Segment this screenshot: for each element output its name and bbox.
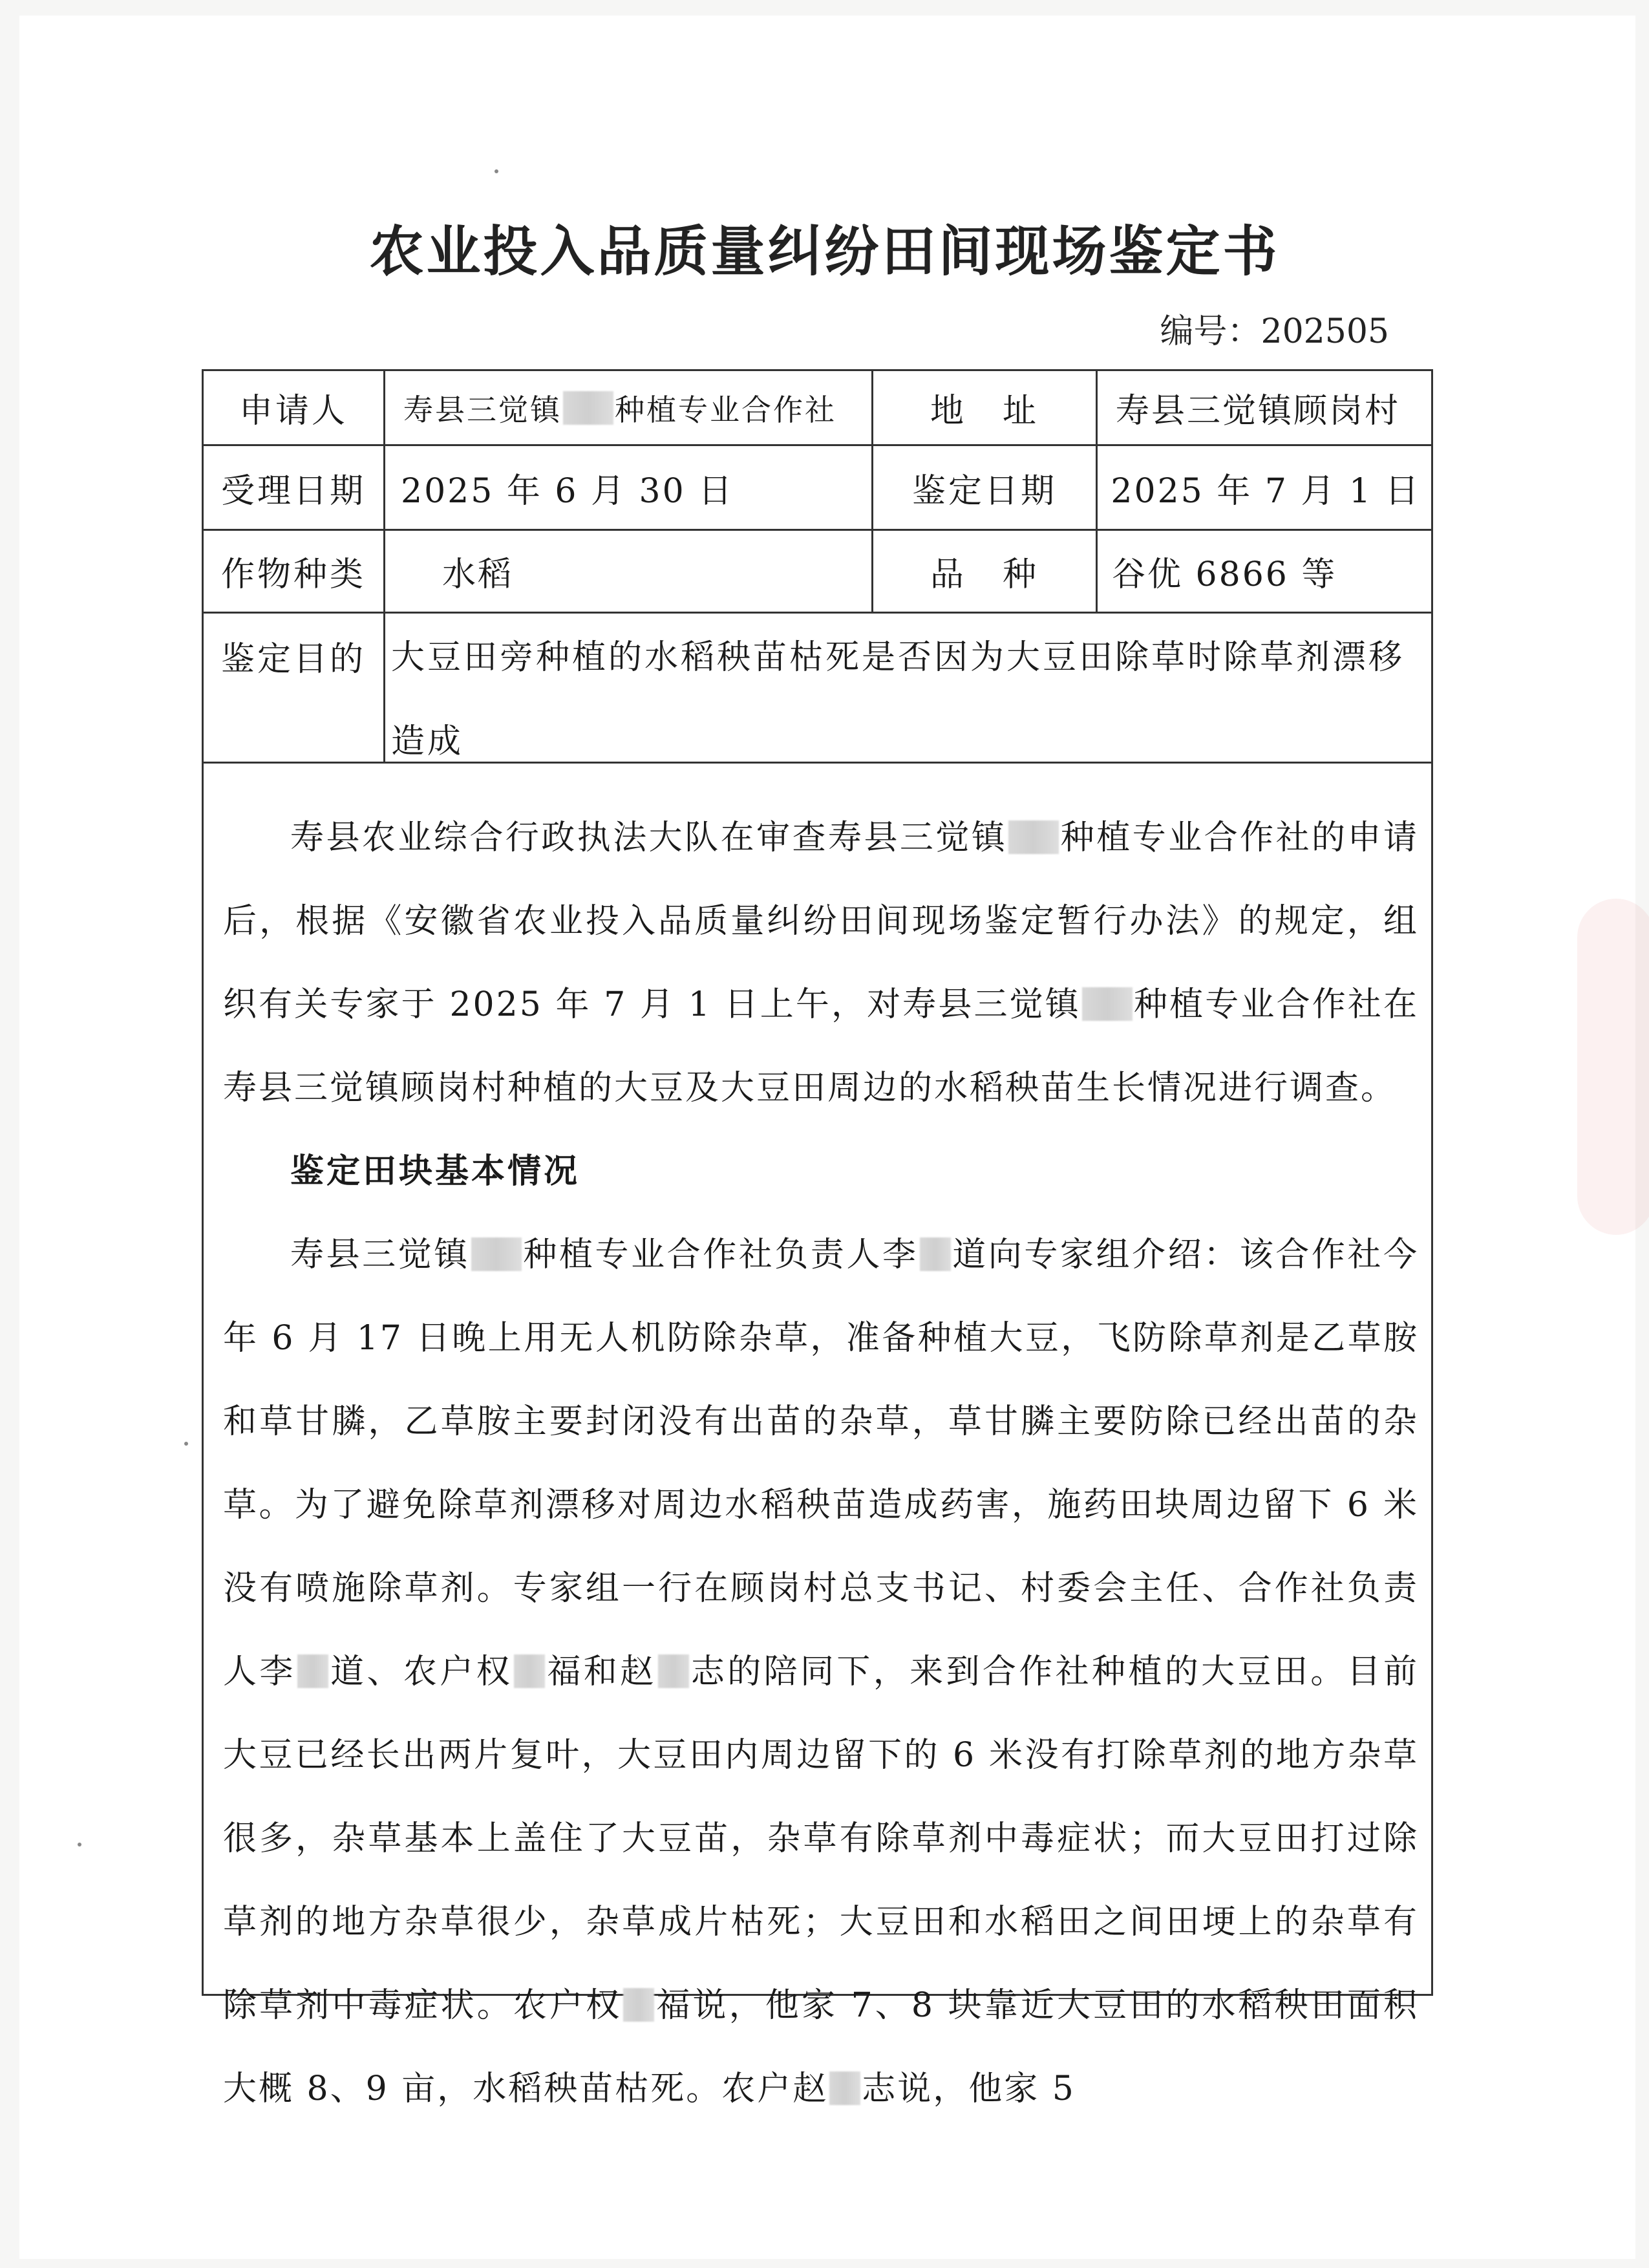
address-value: 寿县三觉镇顾岗村 — [1116, 392, 1401, 431]
applicant-label: 申请人 — [239, 392, 348, 431]
document-title: 农业投入品质量纠纷田间现场鉴定书 — [369, 220, 1280, 283]
variety-value: 谷优 6866 等 — [1112, 555, 1337, 594]
faint-seal-mark — [1577, 899, 1649, 1235]
applicant-suffix: 种植专业合作社 — [615, 392, 836, 427]
number-label: 编号： — [1160, 312, 1261, 351]
scan-speck — [78, 1843, 81, 1846]
document-number — [1160, 304, 1389, 352]
body-paragraph — [223, 797, 1419, 1130]
number-value: 202505 — [1261, 312, 1389, 351]
address-label: 地 址 — [930, 392, 1039, 431]
accept-date-value: 2025 年 6 月 30 日 — [401, 471, 734, 511]
appraise-date-label: 鉴定日期 — [911, 471, 1057, 511]
applicant-prefix: 寿县三觉镇 — [403, 392, 562, 427]
text-span: 志说，他家 5 — [862, 2070, 1076, 2108]
redaction-blur — [920, 1237, 951, 1271]
text-span: 道向专家组介绍：该合作社今年 6 月 17 日晚上用无人机防除杂草，准备种植大豆，飞防除草剂是乙草胺和草甘膦，乙草胺主要封闭没有出苗的杂草，草甘膦主要防除已经出苗的杂草。为了避免除草剂漂移对周边水稻秧苗造成药害，施药田块周边留下 6 米没有喷施除草剂。专家组一行在顾岗村总支书记、村委会主任、合作社负责人李 — [223, 1236, 1419, 1691]
text-span: 福说，他家 7、8 块靠近大豆田的水稻秧田面积大概 8、9 亩，水稻秧苗枯死。农户赵 — [223, 1986, 1419, 2108]
crop-value: 水稻 — [442, 555, 514, 594]
text-span: 寿县三觉镇 — [290, 1236, 470, 1274]
purpose-value: 大豆田旁种植的水稻秧苗枯死是否因为大豆田除草时除草剂漂移造成 — [391, 638, 1405, 761]
text-span: 种植专业合作社在寿县三觉镇顾岗村种植的大豆及大豆田周边的水稻秧苗生长情况进行调查。 — [223, 985, 1419, 1107]
appraisal-body — [223, 797, 1419, 2131]
appraise-date-value: 2025 年 7 月 1 日 — [1111, 471, 1421, 511]
section-heading: 鉴定田块基本情况 — [290, 1152, 580, 1191]
redaction-blur — [514, 1654, 545, 1688]
applicant-value — [385, 371, 871, 444]
text-span: 寿县农业综合行政执法大队在审查寿县三觉镇 — [290, 818, 1008, 857]
table-rule — [204, 612, 1431, 614]
accept-date-label: 受理日期 — [220, 471, 366, 511]
appraisal-table — [202, 369, 1433, 2108]
redaction-blur — [563, 391, 613, 425]
text-span: 福和赵 — [546, 1653, 657, 1691]
text-span: 志的陪同下，来到合作社种植的大豆田。目前大豆已经长出两片复叶，大豆田内周边留下的 6 米没有打除草剂的地方杂草很多，杂草基本上盖住了大豆苗，杂草有除草剂中毒症状；而大豆田打过除草剂的地方杂草很少，杂草成片枯死；大豆田和水稻田之间田埂上的杂草有除草剂中毒症状。农户权 — [223, 1653, 1419, 2025]
redaction-blur — [658, 1654, 689, 1688]
scan-speck — [184, 1442, 188, 1446]
text-span: 种植专业合作社的申请后，根据《安徽省农业投入品质量纠纷田间现场鉴定暂行办法》的规定，组织有关专家于 2025 年 7 月 1 日上午，对寿县三觉镇 — [223, 818, 1419, 1024]
purpose-label: 鉴定目的 — [220, 639, 366, 679]
scan-speck — [495, 169, 498, 173]
body-paragraph — [223, 1214, 1419, 2131]
redaction-blur — [297, 1654, 328, 1688]
redaction-blur — [829, 2071, 860, 2105]
redaction-blur — [1082, 987, 1133, 1021]
text-span: 道、农户权 — [329, 1653, 513, 1691]
text-span: 种植专业合作社负责人李 — [522, 1236, 919, 1274]
crop-label: 作物种类 — [220, 555, 366, 594]
variety-label: 品 种 — [930, 555, 1039, 594]
redaction-blur — [1008, 820, 1059, 854]
redaction-blur — [471, 1237, 522, 1271]
redaction-blur — [623, 1988, 654, 2022]
